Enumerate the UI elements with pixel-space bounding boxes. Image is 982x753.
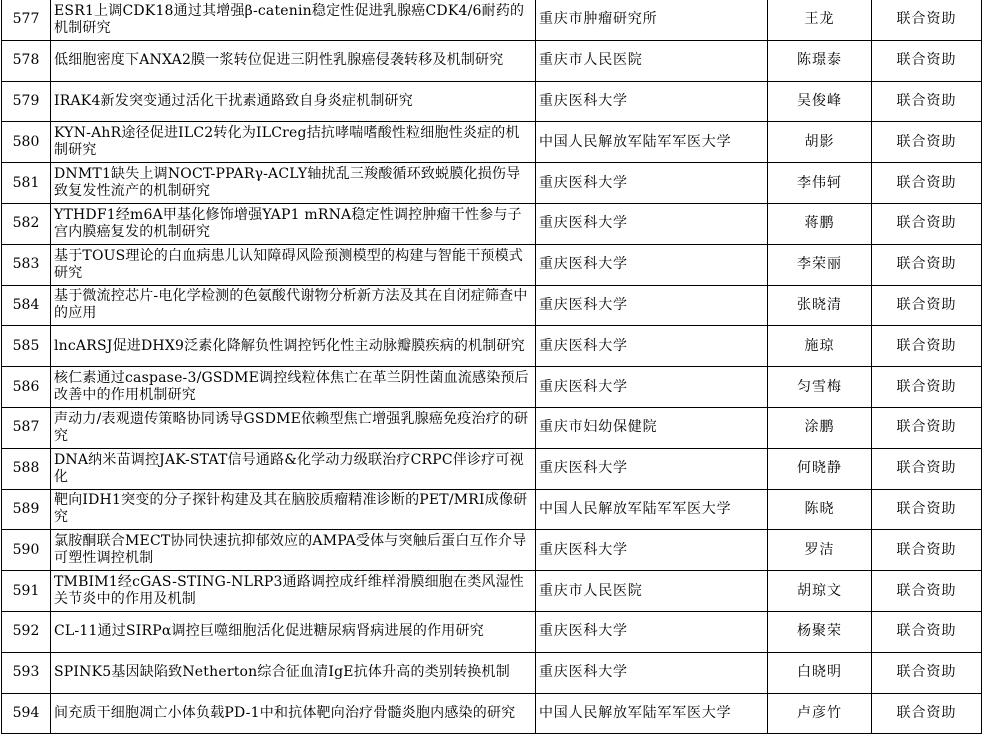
project-title-cell: KYN-AhR途径促进ILC2转化为ILCreg拮抗哮喘嗜酸性粒细胞性炎症的机制研究 [51, 122, 536, 163]
institution-cell: 中国人民解放军陆军军医大学 [536, 693, 768, 734]
row-number-cell: 587 [2, 407, 51, 448]
principal-investigator-cell: 吴俊峰 [768, 81, 872, 122]
funding-type-cell: 联合资助 [872, 367, 982, 408]
funding-type-cell: 联合资助 [872, 122, 982, 163]
row-number-cell: 580 [2, 122, 51, 163]
principal-investigator-cell: 胡琼文 [768, 571, 872, 612]
funding-type-cell: 联合资助 [872, 571, 982, 612]
row-number-cell: 581 [2, 163, 51, 204]
funding-type-cell: 联合资助 [872, 611, 982, 652]
table-row [2, 40, 982, 81]
principal-investigator-cell: 何晓静 [768, 448, 872, 489]
project-title-cell: 靶向IDH1突变的分子探针构建及其在脑胶质瘤精准诊断的PET/MRI成像研究 [51, 489, 536, 530]
funding-table [1, 0, 982, 734]
project-title-cell: YTHDF1经m6A甲基化修饰增强YAP1 mRNA稳定性调控肿瘤干性参与子宫内膜癌复发的机制研究 [51, 203, 536, 244]
institution-cell: 中国人民解放军陆军军医大学 [536, 489, 768, 530]
principal-investigator-cell: 涂鹏 [768, 407, 872, 448]
table-row [2, 611, 982, 652]
funding-type-cell: 联合资助 [872, 652, 982, 693]
project-title-cell: 基于TOUS理论的白血病患儿认知障碍风险预测模型的构建与智能干预模式研究 [51, 244, 536, 285]
table-row [2, 652, 982, 693]
institution-cell: 重庆医科大学 [536, 652, 768, 693]
project-title-cell: CL-11通过SIRPα调控巨噬细胞活化促进糖尿病肾病进展的作用研究 [51, 611, 536, 652]
project-title-cell: 间充质干细胞凋亡小体负载PD-1中和抗体靶向治疗骨髓炎胞内感染的研究 [51, 693, 536, 734]
funding-type-cell: 联合资助 [872, 530, 982, 571]
project-title-cell: IRAK4新发突变通过活化干扰素通路致自身炎症机制研究 [51, 81, 536, 122]
institution-cell: 重庆医科大学 [536, 203, 768, 244]
principal-investigator-cell: 匀雪梅 [768, 367, 872, 408]
table-row [2, 367, 982, 408]
table-row [2, 203, 982, 244]
principal-investigator-cell: 白晓明 [768, 652, 872, 693]
row-number-cell: 584 [2, 285, 51, 326]
project-title-cell: 基于微流控芯片-电化学检测的色氨酸代谢物分析新方法及其在自闭症筛查中的应用 [51, 285, 536, 326]
table-row [2, 244, 982, 285]
table-row [2, 693, 982, 734]
funding-type-cell: 联合资助 [872, 81, 982, 122]
table-row [2, 489, 982, 530]
project-title-cell: DNMT1缺失上调NOCT-PPARγ-ACLY轴扰乱三羧酸循环致蜕膜化损伤导致复发性流产的机制研究 [51, 163, 536, 204]
table-row [2, 81, 982, 122]
project-title-cell: ESR1上调CDK18通过其增强β-catenin稳定性促进乳腺癌CDK4/6耐药的机制研究 [51, 0, 536, 40]
row-number-cell: 592 [2, 611, 51, 652]
principal-investigator-cell: 李伟轲 [768, 163, 872, 204]
row-number-cell: 593 [2, 652, 51, 693]
funding-type-cell: 联合资助 [872, 489, 982, 530]
row-number-cell: 590 [2, 530, 51, 571]
table-row [2, 448, 982, 489]
project-title-cell: SPINK5基因缺陷致Netherton综合征血清IgE抗体升高的类别转换机制 [51, 652, 536, 693]
funding-type-cell: 联合资助 [872, 203, 982, 244]
institution-cell: 重庆医科大学 [536, 611, 768, 652]
funding-type-cell: 联合资助 [872, 40, 982, 81]
institution-cell: 重庆市人民医院 [536, 571, 768, 612]
row-number-cell: 582 [2, 203, 51, 244]
institution-cell: 重庆市人民医院 [536, 40, 768, 81]
row-number-cell: 591 [2, 571, 51, 612]
institution-cell: 重庆医科大学 [536, 244, 768, 285]
institution-cell: 重庆医科大学 [536, 81, 768, 122]
institution-cell: 重庆医科大学 [536, 367, 768, 408]
row-number-cell: 583 [2, 244, 51, 285]
project-title-cell: 氯胺酮联合MECT协同快速抗抑郁效应的AMPA受体与突触后蛋白互作介导可塑性调控机制 [51, 530, 536, 571]
principal-investigator-cell: 王龙 [768, 0, 872, 40]
principal-investigator-cell: 罗洁 [768, 530, 872, 571]
table-row [2, 571, 982, 612]
principal-investigator-cell: 张晓清 [768, 285, 872, 326]
table-row [2, 163, 982, 204]
principal-investigator-cell: 蒋鹏 [768, 203, 872, 244]
table-row [2, 122, 982, 163]
institution-cell: 中国人民解放军陆军军医大学 [536, 122, 768, 163]
table-body [2, 0, 982, 734]
table-row [2, 285, 982, 326]
funding-type-cell: 联合资助 [872, 244, 982, 285]
funding-type-cell: 联合资助 [872, 0, 982, 40]
table-row [2, 326, 982, 367]
row-number-cell: 594 [2, 693, 51, 734]
funding-type-cell: 联合资助 [872, 163, 982, 204]
funding-type-cell: 联合资助 [872, 448, 982, 489]
row-number-cell: 586 [2, 367, 51, 408]
institution-cell: 重庆医科大学 [536, 326, 768, 367]
institution-cell: 重庆医科大学 [536, 530, 768, 571]
project-title-cell: 核仁素通过caspase-3/GSDME调控线粒体焦亡在革兰阴性菌血流感染预后改善中的作用机制研究 [51, 367, 536, 408]
principal-investigator-cell: 陈晓 [768, 489, 872, 530]
row-number-cell: 589 [2, 489, 51, 530]
principal-investigator-cell: 杨聚荣 [768, 611, 872, 652]
project-title-cell: 低细胞密度下ANXA2膜一浆转位促进三阴性乳腺癌侵袭转移及机制研究 [51, 40, 536, 81]
institution-cell: 重庆医科大学 [536, 163, 768, 204]
institution-cell: 重庆医科大学 [536, 285, 768, 326]
row-number-cell: 588 [2, 448, 51, 489]
principal-investigator-cell: 施琼 [768, 326, 872, 367]
funding-type-cell: 联合资助 [872, 693, 982, 734]
row-number-cell: 577 [2, 0, 51, 40]
institution-cell: 重庆医科大学 [536, 448, 768, 489]
row-number-cell: 578 [2, 40, 51, 81]
funding-type-cell: 联合资助 [872, 326, 982, 367]
project-title-cell: DNA纳米苗调控JAK-STAT信号通路&化学动力级联治疗CRPC伴诊疗可视化 [51, 448, 536, 489]
principal-investigator-cell: 卢彦竹 [768, 693, 872, 734]
project-title-cell: 声动力/表观遗传策略协同诱导GSDME依赖型焦亡增强乳腺癌免疫治疗的研究 [51, 407, 536, 448]
row-number-cell: 579 [2, 81, 51, 122]
principal-investigator-cell: 陈璟泰 [768, 40, 872, 81]
project-title-cell: lncARSJ促进DHX9泛素化降解负性调控钙化性主动脉瓣膜疾病的机制研究 [51, 326, 536, 367]
institution-cell: 重庆市肿瘤研究所 [536, 0, 768, 40]
row-number-cell: 585 [2, 326, 51, 367]
table-row [2, 407, 982, 448]
table-row [2, 530, 982, 571]
project-title-cell: TMBIM1经cGAS-STING-NLRP3通路调控成纤维样滑膜细胞在类风湿性关节炎中的作用及机制 [51, 571, 536, 612]
institution-cell: 重庆市妇幼保健院 [536, 407, 768, 448]
principal-investigator-cell: 胡影 [768, 122, 872, 163]
funding-type-cell: 联合资助 [872, 407, 982, 448]
principal-investigator-cell: 李荣丽 [768, 244, 872, 285]
table-row [2, 0, 982, 40]
funding-type-cell: 联合资助 [872, 285, 982, 326]
